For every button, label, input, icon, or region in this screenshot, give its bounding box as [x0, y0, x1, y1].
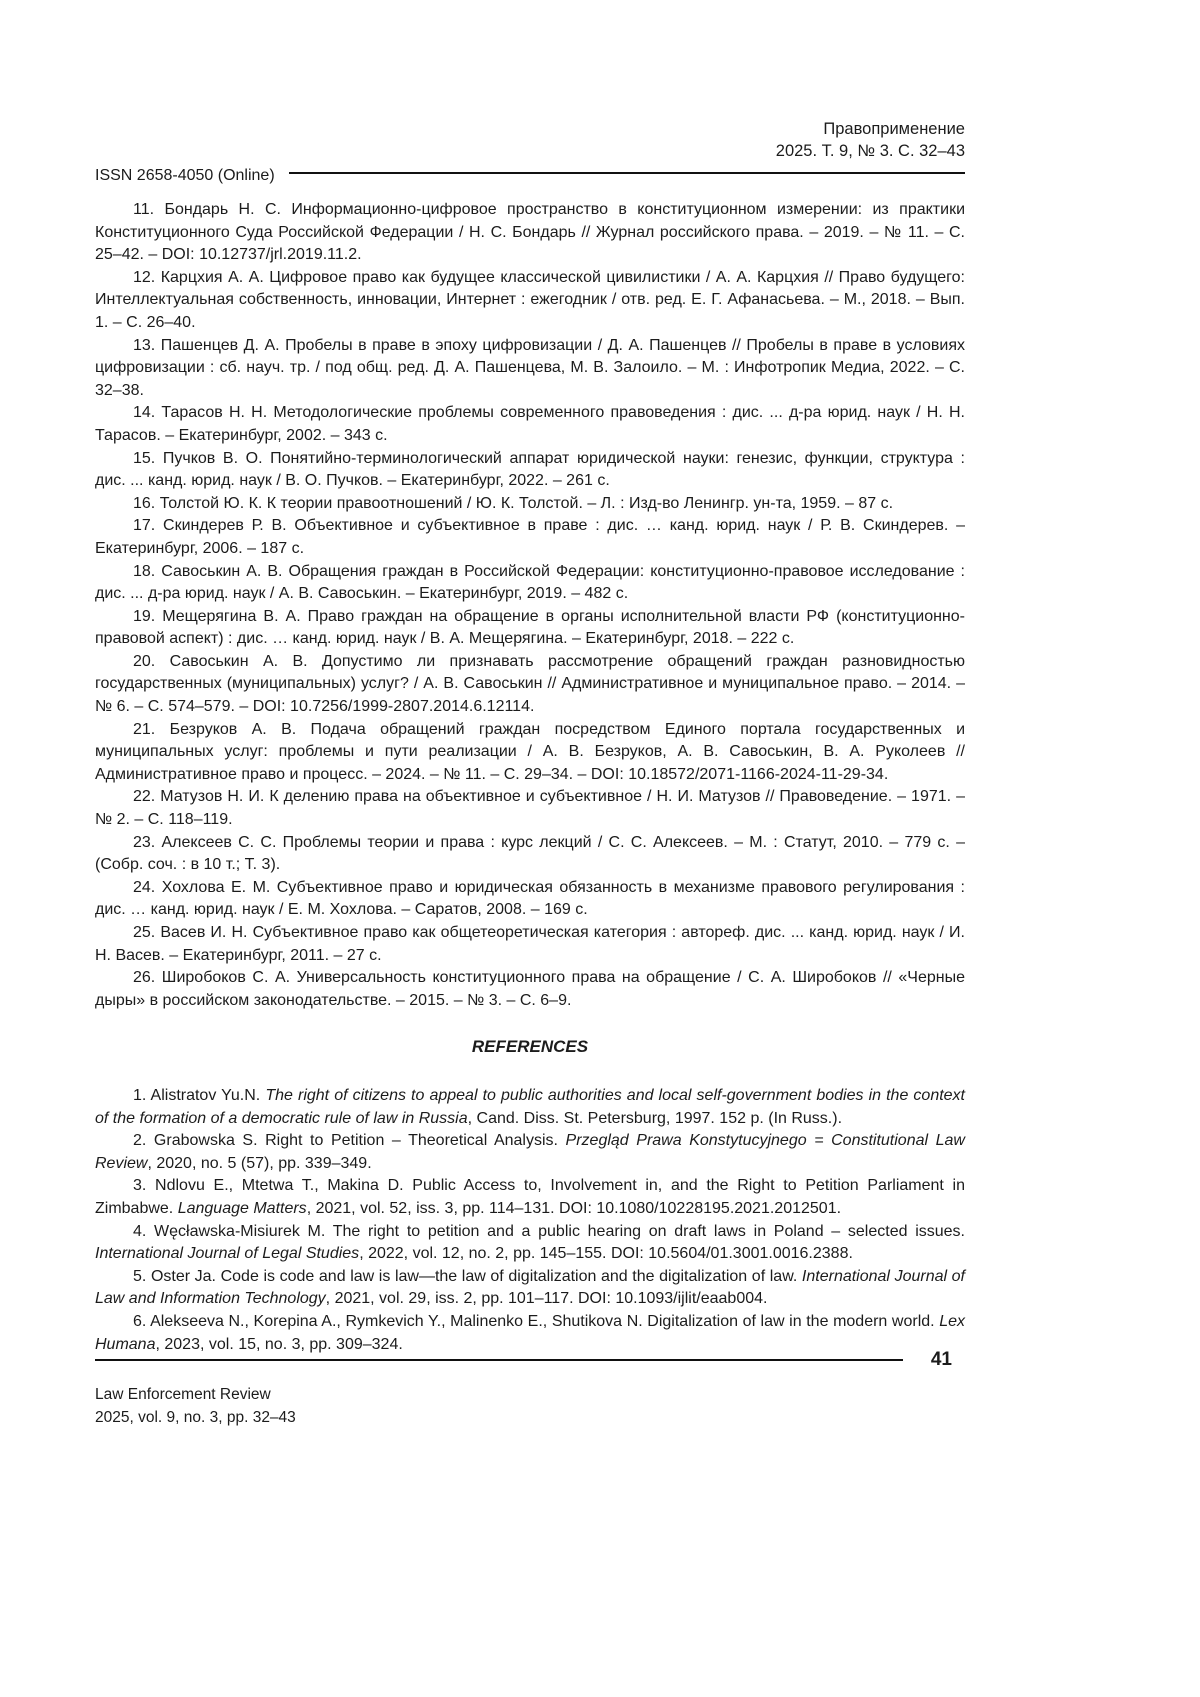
reference-source-title: Przegląd Prawa Konstytucyjnego = Constitutional Law Review	[95, 1132, 965, 1172]
reference-item-ru: 16. Толстой Ю. К. К теории правоотношений / Ю. К. Толстой. – Л. : Изд-во Ленингр. ун-та, 1959. – 87 с.	[133, 494, 894, 512]
issn-row	[95, 167, 965, 185]
running-head	[95, 118, 965, 162]
reference-text: 6. Alekseeva N., Korepina A., Rymkevich Y., Malinenko E., Shutikova N. Digitalization of law in the modern world.	[133, 1312, 940, 1330]
reference-item-en	[95, 1130, 965, 1175]
reference-item-ru: 18. Савоськин А. В. Обращения граждан в Российской Федерации: конституционно-правовое исследование : дис. ... д-ра юрид. наук / А. В. Савоськин. – Екатеринбург, 2019. – 482 с.	[95, 562, 965, 603]
reference-text: 5. Oster Ja. Code is code and law is law—the law of digitalization and the digitalization of law.	[133, 1267, 802, 1285]
reference-item-ru: 20. Савоськин А. В. Допустимо ли признавать рассмотрение обращений граждан разновидностью государственных (муниципальных) услуг? / А. В. Савоськин // Административное и муниципальное право. – 2014. – № 6. – С. 574–579. – DOI: 10.7256/1999-2807.2014.6.12114.	[95, 652, 965, 716]
reference-item-ru: 21. Безруков А. В. Подача обращений граждан посредством Единого портала государственных и муниципальных услуг: проблемы и пути реализации / А. В. Безруков, А. В. Савоськин, В. А. Руколеев // Административное право и процесс. – 2024. – № 11. – С. 29–34. – DOI: 10.18572/2071-1166-2024-11-29-34.	[95, 720, 965, 783]
reference-item-ru: 13. Пашенцев Д. А. Пробелы в праве в эпоху цифровизации / Д. А. Пашенцев // Пробелы в праве в условиях цифровизации : сб. науч. тр. / под общ. ред. Д. А. Пашенцева, М. В. Залоило. – М. : Инфотропик Медиа, 2022. – С. 32–38.	[95, 336, 965, 399]
reference-source-title: Language Matters	[177, 1199, 307, 1217]
reference-source-title: Lex Humana	[95, 1312, 965, 1353]
references-heading: REFERENCES	[471, 1037, 589, 1057]
reference-source-title: International Journal of Legal Studies	[95, 1245, 360, 1263]
reference-text: , 2022, vol. 12, no. 2, pp. 145–155. DOI: 10.5604/01.3001.0016.2388.	[359, 1245, 853, 1263]
issn-label: ISSN 2658-4050 (Online)	[95, 167, 275, 184]
reference-item-ru: 19. Мещерягина В. А. Право граждан на обращение в органы исполнительной власти РФ (конституционно-правовой аспект) : дис. … канд. юрид. наук / В. А. Мещерягина. – Екатеринбург, 2018. – 222 с.	[95, 607, 965, 648]
header-rule	[289, 172, 965, 175]
reference-text: 2. Grabowska S. Right to Petition – Theoretical Analysis.	[133, 1132, 566, 1150]
russian-references-section	[95, 199, 965, 1012]
english-references-section	[95, 1085, 965, 1356]
reference-item-ru: 23. Алексеев С. С. Проблемы теории и права : курс лекций / С. С. Алексеев. – М. : Статут, 2010. – 779 с. – (Собр. соч. : в 10 т.; Т. 3).	[95, 833, 965, 874]
reference-item-en	[95, 1221, 965, 1266]
reference-item-ru: 25. Васев И. Н. Субъективное право как общетеоретическая категория : автореф. дис. ... канд. юрид. наук / И. Н. Васев. – Екатеринбург, 2011. – 27 с.	[95, 924, 965, 964]
reference-source-title: The right of citizens to appeal to public authorities and local self-government bodies in the context of the formation of a democratic rule of law in Russia	[95, 1086, 966, 1127]
footer-rule	[95, 1359, 903, 1362]
reference-item-ru: 12. Карцхия А. А. Цифровое право как будущее классической цивилистики / А. А. Карцхия // Право будущего: Интеллектуальная собственность, инновации, Интернет : ежегодник / отв. ред. Е. Г. Афанасьева. – М., 2018. – Вып. 1. – С. 26–40.	[95, 268, 965, 331]
footer-meta	[95, 1383, 965, 1429]
reference-text: , 2023, vol. 15, no. 3, pp. 309–324.	[155, 1335, 403, 1353]
reference-item-en	[95, 1175, 965, 1220]
page-number: 41	[930, 1349, 952, 1370]
reference-item-ru: 11. Бондарь Н. С. Информационно-цифровое пространство в конституционном измерении: из практики Конституционного Суда Российской Федерации / Н. С. Бондарь // Журнал российского права. – 2019. – № 11. – С. 25–42. – DOI: 10.12737/jrl.2019.11.2.	[95, 201, 965, 264]
reference-text: , 2020, no. 5 (57), pp. 339–349.	[147, 1154, 372, 1172]
reference-item-ru: 22. Матузов Н. И. К делению права на объективное и субъективное / Н. И. Матузов // Правоведение. – 1971. – № 2. – С. 118–119.	[95, 788, 965, 829]
reference-text: , Cand. Diss. St. Petersburg, 1997. 152 p. (In Russ.).	[467, 1109, 843, 1127]
reference-text: 3. Ndlovu E., Mtetwa T., Makina D. Public Access to, Involvement in, and the Right to Petition Parliament in Zimbabwe.	[95, 1177, 965, 1217]
reference-text: 1. Alistratov Yu.N.	[133, 1086, 266, 1104]
reference-item-en	[95, 1266, 965, 1311]
reference-item-ru: 15. Пучков В. О. Понятийно-терминологический аппарат юридической науки: генезис, функции, структура : дис. ... канд. юрид. наук / В. О. Пучков. – Екатеринбург, 2022. – 261 с.	[95, 449, 965, 490]
journal-name-ru: Правоприменение	[823, 120, 965, 138]
reference-item-ru: 14. Тарасов Н. Н. Методологические проблемы современного правоведения : дис. ... д-ра юрид. наук / Н. Н. Тарасов. – Екатеринбург, 2002. – 343 с.	[95, 404, 965, 444]
reference-item-ru: 17. Скиндерев Р. В. Объективное и субъективное в праве : дис. … канд. юрид. наук / Р. В. Скиндерев. – Екатеринбург, 2006. – 187 с.	[95, 517, 965, 557]
reference-item-ru: 26. Широбоков С. А. Универсальность конституционного права на обращение / С. А. Широбоков // «Черные дыры» в российском законодательстве. – 2015. – № 3. – С. 6–9.	[95, 969, 965, 1009]
reference-item-en	[95, 1085, 965, 1130]
issue-info-ru: 2025. Т. 9, № 3. С. 32–43	[775, 142, 965, 160]
reference-text: 4. Węcławska-Misiurek M. The right to petition and a public hearing on draft laws in Poland – selected issues.	[133, 1222, 965, 1240]
references-body	[95, 199, 965, 1356]
reference-text: , 2021, vol. 29, iss. 2, pp. 101–117. DOI: 10.1093/ijlit/eaab004.	[325, 1290, 768, 1308]
page-content	[95, 118, 965, 1356]
footer-journal-name: Law Enforcement Review	[95, 1386, 271, 1403]
page-footer	[95, 1350, 965, 1429]
footer-rule-row	[95, 1350, 965, 1370]
reference-item-ru: 24. Хохлова Е. М. Субъективное право и юридическая обязанность в механизме правового регулирования : дис. … канд. юрид. наук / Е. М. Хохлова. – Саратов, 2008. – 169 с.	[95, 878, 965, 919]
reference-text: , 2021, vol. 52, iss. 3, pp. 114–131. DOI: 10.1080/10228195.2021.2012501.	[306, 1199, 842, 1217]
reference-source-title: International Journal of Law and Information Technology	[95, 1267, 966, 1308]
footer-issue-info: 2025, vol. 9, no. 3, pp. 32–43	[95, 1409, 296, 1426]
